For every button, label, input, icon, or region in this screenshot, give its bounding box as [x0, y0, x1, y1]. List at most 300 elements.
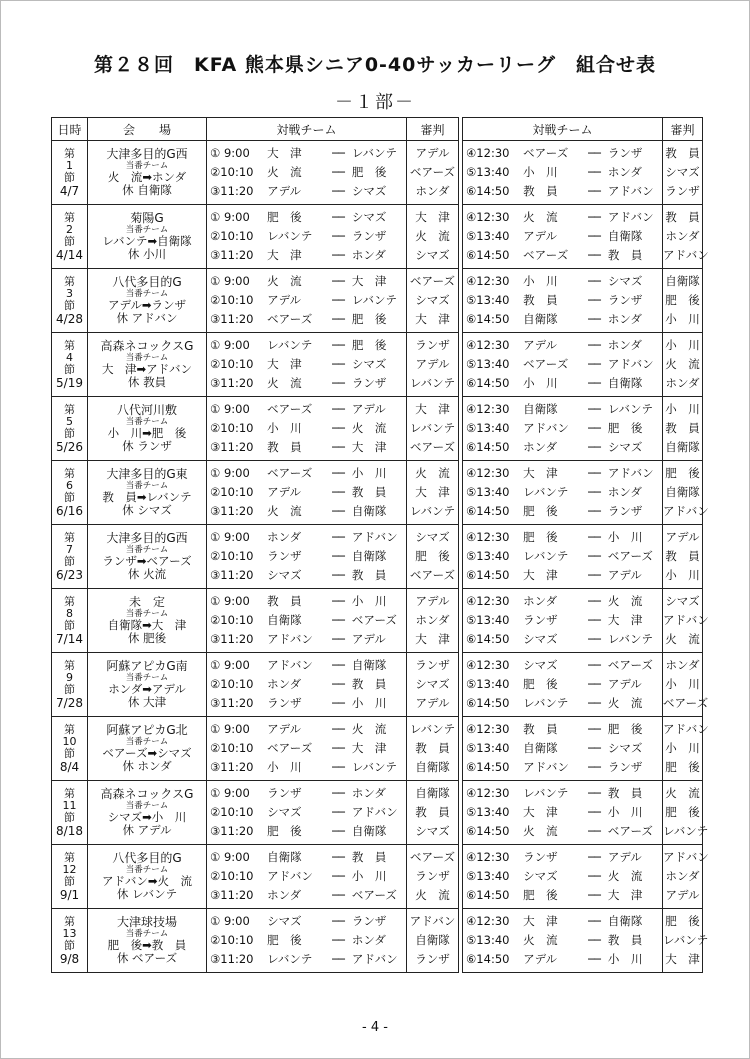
home-team: 火 流 [267, 504, 302, 518]
referee-cell [663, 269, 703, 333]
away-team: シマズ [607, 440, 643, 454]
match-row [463, 547, 662, 566]
match-time: ③11:20 [210, 888, 254, 902]
round-date: 8/18 [56, 824, 83, 838]
round-row [52, 205, 703, 269]
referee-team: アドバン [663, 248, 709, 262]
venue-name: 八代多目的G [112, 851, 182, 865]
referee-team: 火 流 [415, 229, 450, 243]
match-row [207, 310, 406, 329]
round-row [52, 141, 703, 205]
resting-team: 休 教員 [127, 375, 167, 389]
round-row [52, 845, 703, 909]
versus-dash: ── [332, 357, 344, 371]
referee-team: 教 員 [665, 549, 700, 563]
home-team: アデル [267, 184, 302, 198]
round-date-cell [52, 845, 88, 909]
versus-dash: ── [588, 184, 600, 198]
match-time: ⑥14:50 [466, 632, 510, 646]
home-team: 肥 後 [523, 888, 558, 902]
versus-dash: ── [332, 914, 344, 928]
resting-team: 休 シマズ [122, 503, 172, 517]
matches-cell [463, 717, 663, 781]
home-team: ベアーズ [267, 312, 313, 326]
match-time: ⑥14:50 [466, 760, 510, 774]
duty-team-label: 当番チーム [125, 545, 169, 555]
round-date-cell [52, 397, 88, 461]
match-time: ④12:30 [466, 594, 510, 608]
referee-team: 大 津 [415, 632, 450, 646]
match-time: ②10:10 [210, 933, 254, 947]
referee-team: レバンテ [663, 824, 709, 838]
referee-team: ランザ [415, 869, 450, 883]
referee-team: シマズ [665, 165, 700, 179]
referee-team: アデル [415, 146, 450, 160]
away-team: 肥 後 [607, 421, 643, 435]
away-team: 大 津 [351, 274, 387, 288]
resting-team: 休 アデル [122, 823, 172, 837]
duty-team-label: 当番チーム [125, 673, 169, 683]
match-time: ②10:10 [210, 229, 254, 243]
match-row [463, 419, 662, 438]
referee-team: 小 川 [665, 677, 700, 691]
matches-cell [207, 589, 407, 653]
match-row [463, 867, 662, 886]
away-team: 教 員 [607, 786, 643, 800]
match-row [207, 144, 406, 163]
resting-team: 休 レバンテ [116, 887, 178, 901]
versus-dash: ── [588, 933, 600, 947]
matches-cell [463, 909, 663, 973]
versus-dash: ── [332, 741, 344, 755]
round-number-char: 5 [66, 415, 73, 428]
duty-team-handover: 教 員➡レバンテ [102, 490, 192, 504]
away-team: アドバン [607, 184, 654, 198]
match-row [463, 310, 662, 329]
referee-team: 大 津 [415, 210, 450, 224]
round-number-char: 節 [64, 299, 75, 312]
match-time: ⑤13:40 [466, 869, 510, 883]
referee-team: 教 員 [665, 210, 700, 224]
away-team: アデル [607, 677, 642, 691]
match-time: ④12:30 [466, 338, 510, 352]
round-number-char: 2 [66, 223, 73, 236]
duty-team-handover: アデル➡ランザ [107, 298, 187, 312]
versus-dash: ── [332, 850, 344, 864]
match-time: ⑥14:50 [466, 312, 510, 326]
referee-team: アデル [415, 696, 450, 710]
venue-cell [88, 397, 207, 461]
away-team: 小 川 [351, 869, 387, 883]
venue-name: 阿蘇アピカG北 [106, 723, 188, 737]
referee-cell [407, 781, 459, 845]
referee-team: 自衛隊 [415, 786, 450, 800]
round-number-char: 10 [62, 735, 77, 748]
match-row [463, 822, 662, 841]
round-date: 4/14 [56, 248, 83, 262]
away-team: レバンテ [351, 293, 398, 307]
header-referee-2: 審判 [663, 118, 703, 141]
home-team: アドバン [267, 658, 313, 672]
match-row [207, 336, 406, 355]
versus-dash: ── [332, 613, 344, 627]
away-team: 肥 後 [351, 312, 387, 326]
home-team: アデル [523, 229, 558, 243]
referee-team: ランザ [415, 952, 450, 966]
away-team: 火 流 [607, 594, 643, 608]
match-time: ④12:30 [466, 274, 510, 288]
home-team: 肥 後 [267, 933, 302, 947]
venue-name: 菊陽G [130, 211, 164, 225]
versus-dash: ── [332, 549, 344, 563]
round-date-cell [52, 205, 88, 269]
match-time: ④12:30 [466, 914, 510, 928]
away-team: 火 流 [607, 869, 643, 883]
match-row [207, 950, 406, 969]
matches-cell [207, 909, 407, 973]
round-date-cell [52, 525, 88, 589]
versus-dash: ── [332, 440, 344, 454]
referee-team: 自衛隊 [415, 760, 450, 774]
match-time: ③11:20 [210, 632, 254, 646]
away-team: ベアーズ [607, 824, 653, 838]
resting-team: 休 火流 [127, 567, 167, 581]
referee-team: 大 津 [415, 402, 450, 416]
matches-cell [207, 845, 407, 909]
referee-cell [663, 717, 709, 781]
resting-team: 休 ベアーズ [116, 951, 178, 965]
match-time: ⑥14:50 [466, 952, 510, 966]
match-time: ④12:30 [466, 402, 510, 416]
away-team: 火 流 [351, 421, 387, 435]
referee-team: ホンダ [665, 658, 700, 672]
match-row [463, 784, 662, 803]
duty-team-label: 当番チーム [125, 609, 169, 619]
round-number-char: 節 [64, 811, 75, 824]
home-team: ランザ [267, 549, 302, 563]
round-date: 4/28 [56, 312, 83, 326]
versus-dash: ── [588, 741, 600, 755]
duty-team-label: 当番チーム [125, 353, 169, 363]
home-team: ベアーズ [523, 248, 569, 262]
away-team: アドバン [607, 357, 654, 371]
away-team: アドバン [607, 466, 654, 480]
round-date: 7/14 [56, 632, 83, 646]
versus-dash: ── [332, 933, 344, 947]
referee-cell [663, 845, 709, 909]
home-team: アデル [267, 485, 302, 499]
referee-team: ホンダ [665, 869, 700, 883]
referee-team: 教 員 [665, 146, 700, 160]
match-row [463, 611, 662, 630]
home-team: 教 員 [523, 722, 558, 736]
match-time: ⑥14:50 [466, 824, 510, 838]
versus-dash: ── [588, 293, 600, 307]
match-row [463, 848, 662, 867]
versus-dash: ── [332, 722, 344, 736]
match-time: ④12:30 [466, 850, 510, 864]
referee-team: 火 流 [665, 786, 700, 800]
versus-dash: ── [332, 658, 344, 672]
home-team: シマズ [267, 805, 302, 819]
match-row [463, 182, 662, 201]
home-team: 小 川 [267, 421, 302, 435]
referee-team: アドバン [663, 850, 709, 864]
match-row [463, 272, 662, 291]
home-team: ベアーズ [267, 402, 313, 416]
match-time: ④12:30 [466, 146, 510, 160]
referee-team: アデル [665, 888, 700, 902]
venue-cell [88, 589, 207, 653]
match-row [207, 291, 406, 310]
referee-team: 火 流 [415, 888, 450, 902]
match-time: ②10:10 [210, 677, 254, 691]
match-time: ① 9:00 [210, 210, 250, 224]
versus-dash: ── [332, 312, 344, 326]
matches-cell [463, 141, 663, 205]
versus-dash: ── [588, 229, 600, 243]
away-team: 自衛隊 [351, 658, 387, 672]
round-date-cell [52, 333, 88, 397]
round-date-cell [52, 717, 88, 781]
match-row [207, 483, 406, 502]
away-team: ランザ [351, 376, 387, 390]
round-date: 7/28 [56, 696, 83, 710]
match-row [463, 528, 662, 547]
match-time: ②10:10 [210, 357, 254, 371]
round-date: 6/16 [56, 504, 83, 518]
away-team: 小 川 [607, 805, 643, 819]
referee-team: 自衛隊 [665, 274, 700, 288]
duty-team-label: 当番チーム [125, 161, 169, 171]
versus-dash: ── [332, 869, 344, 883]
round-number-char: 第 [64, 339, 75, 352]
match-row [207, 438, 406, 457]
home-team: ベアーズ [267, 741, 313, 755]
round-date-cell [52, 461, 88, 525]
match-time: ⑥14:50 [466, 440, 510, 454]
round-number-char: 1 [66, 159, 73, 172]
match-row [463, 246, 662, 265]
match-row [207, 694, 406, 713]
away-team: 小 川 [351, 466, 387, 480]
match-time: ④12:30 [466, 786, 510, 800]
match-row [463, 739, 662, 758]
home-team: アデル [267, 722, 302, 736]
home-team: 自衛隊 [523, 312, 558, 326]
match-time: ⑤13:40 [466, 421, 510, 435]
round-number-char: 3 [66, 287, 73, 300]
match-time: ③11:20 [210, 568, 254, 582]
duty-team-handover: 大 津➡アドバン [102, 362, 192, 376]
resting-team: 休 大津 [127, 695, 167, 709]
home-team: 小 川 [523, 376, 558, 390]
referee-team: レバンテ [409, 376, 456, 390]
home-team: 大 津 [523, 805, 558, 819]
duty-team-label: 当番チーム [125, 865, 169, 875]
referee-cell [407, 205, 459, 269]
home-team: 大 津 [267, 357, 302, 371]
round-number-char: 節 [64, 171, 75, 184]
home-team: ランザ [523, 613, 558, 627]
away-team: 大 津 [607, 613, 643, 627]
match-row [207, 374, 406, 393]
referee-cell [663, 525, 703, 589]
venue-name: 八代多目的G [112, 275, 182, 289]
away-team: アデル [607, 850, 642, 864]
duty-team-handover: 自衛隊➡大 津 [107, 618, 187, 632]
versus-dash: ── [588, 248, 600, 262]
versus-dash: ── [588, 786, 600, 800]
referee-team: 小 川 [665, 402, 700, 416]
referee-team: シマズ [415, 293, 450, 307]
venue-name: 大津球技場 [116, 915, 177, 929]
match-row [463, 483, 662, 502]
venue-name: 高森ネコックスG [100, 787, 194, 801]
away-team: 小 川 [351, 696, 387, 710]
match-time: ⑤13:40 [466, 357, 510, 371]
matches-cell [207, 717, 407, 781]
away-team: ホンダ [351, 933, 386, 947]
referee-team: ホンダ [665, 376, 700, 390]
round-number-char: 第 [64, 659, 75, 672]
match-time: ④12:30 [466, 466, 510, 480]
match-row [207, 675, 406, 694]
versus-dash: ── [588, 402, 600, 416]
match-time: ⑥14:50 [466, 696, 510, 710]
home-team: シマズ [267, 568, 302, 582]
matches-cell [207, 653, 407, 717]
venue-name: 阿蘇アピカG南 [106, 659, 188, 673]
versus-dash: ── [332, 696, 344, 710]
referee-team: 自衛隊 [665, 440, 700, 454]
match-time: ④12:30 [466, 658, 510, 672]
away-team: 大 津 [351, 741, 387, 755]
match-row [463, 758, 662, 777]
referee-team: ベアーズ [409, 850, 456, 864]
matches-cell [463, 653, 663, 717]
round-number-char: 節 [64, 363, 75, 376]
referee-team: 自衛隊 [415, 933, 450, 947]
away-team: 肥 後 [351, 165, 387, 179]
duty-team-handover: ベアーズ➡シマズ [102, 746, 192, 760]
duty-team-handover: 肥 後➡教 員 [107, 938, 187, 952]
referee-team: 火 流 [415, 466, 450, 480]
home-team: 小 川 [267, 760, 302, 774]
home-team: 火 流 [267, 376, 302, 390]
versus-dash: ── [588, 440, 600, 454]
venue-cell [88, 205, 207, 269]
referee-cell [663, 205, 709, 269]
round-date-cell [52, 141, 88, 205]
versus-dash: ── [588, 568, 600, 582]
versus-dash: ── [588, 632, 600, 646]
versus-dash: ── [588, 722, 600, 736]
versus-dash: ── [588, 146, 600, 160]
versus-dash: ── [332, 466, 344, 480]
match-time: ① 9:00 [210, 530, 250, 544]
match-row [207, 739, 406, 758]
match-row [207, 848, 406, 867]
away-team: シマズ [351, 210, 387, 224]
away-team: ランザ [607, 504, 643, 518]
matches-cell [463, 397, 663, 461]
resting-team: 休 肥後 [127, 631, 167, 645]
match-row [463, 656, 662, 675]
away-team: 火 流 [351, 722, 387, 736]
round-date-cell [52, 653, 88, 717]
referee-team: 火 流 [665, 632, 700, 646]
away-team: ランザ [607, 760, 643, 774]
home-team: 火 流 [523, 824, 558, 838]
round-row [52, 461, 703, 525]
referee-team: 教 員 [415, 805, 450, 819]
match-time: ① 9:00 [210, 594, 250, 608]
referee-team: ベアーズ [663, 696, 709, 710]
away-team: ランザ [351, 914, 387, 928]
round-row [52, 397, 703, 461]
match-time: ②10:10 [210, 165, 254, 179]
venue-cell [88, 461, 207, 525]
match-row [207, 784, 406, 803]
match-row [207, 720, 406, 739]
match-row [207, 630, 406, 649]
round-number-char: 節 [64, 427, 75, 440]
round-row [52, 717, 703, 781]
referee-team: アデル [415, 357, 450, 371]
round-row [52, 589, 703, 653]
round-number-char: 節 [64, 875, 75, 888]
referee-team: シマズ [415, 530, 450, 544]
referee-team: レバンテ [409, 421, 456, 435]
match-row [207, 566, 406, 585]
venue-name: 大津多目的G西 [106, 147, 188, 161]
referee-team: 教 員 [665, 421, 700, 435]
match-row [207, 419, 406, 438]
match-time: ① 9:00 [210, 850, 250, 864]
referee-team: 肥 後 [665, 293, 700, 307]
home-team: アドバン [267, 632, 313, 646]
match-time: ③11:20 [210, 824, 254, 838]
match-time: ③11:20 [210, 760, 254, 774]
referee-team: 火 流 [665, 357, 700, 371]
versus-dash: ── [332, 952, 344, 966]
away-team: ランザ [351, 229, 387, 243]
venue-name: 高森ネコックスG [100, 339, 194, 353]
referee-team: 自衛隊 [665, 485, 700, 499]
referee-team: ホンダ [415, 184, 450, 198]
home-team: ホンダ [267, 888, 302, 902]
match-time: ① 9:00 [210, 786, 250, 800]
match-time: ⑥14:50 [466, 376, 510, 390]
referee-team: シマズ [665, 594, 700, 608]
home-team: ベアーズ [267, 466, 313, 480]
round-number-char: 第 [64, 595, 75, 608]
versus-dash: ── [332, 824, 344, 838]
match-time: ⑥14:50 [466, 504, 510, 518]
round-number-char: 第 [64, 403, 75, 416]
home-team: ベアーズ [523, 146, 569, 160]
round-date: 9/1 [59, 888, 80, 902]
versus-dash: ── [588, 312, 600, 326]
home-team: 自衛隊 [267, 850, 302, 864]
resting-team: 休 ホンダ [122, 759, 172, 773]
away-team: シマズ [607, 741, 643, 755]
match-row [463, 374, 662, 393]
match-row [463, 291, 662, 310]
match-row [463, 950, 662, 969]
versus-dash: ── [588, 952, 600, 966]
